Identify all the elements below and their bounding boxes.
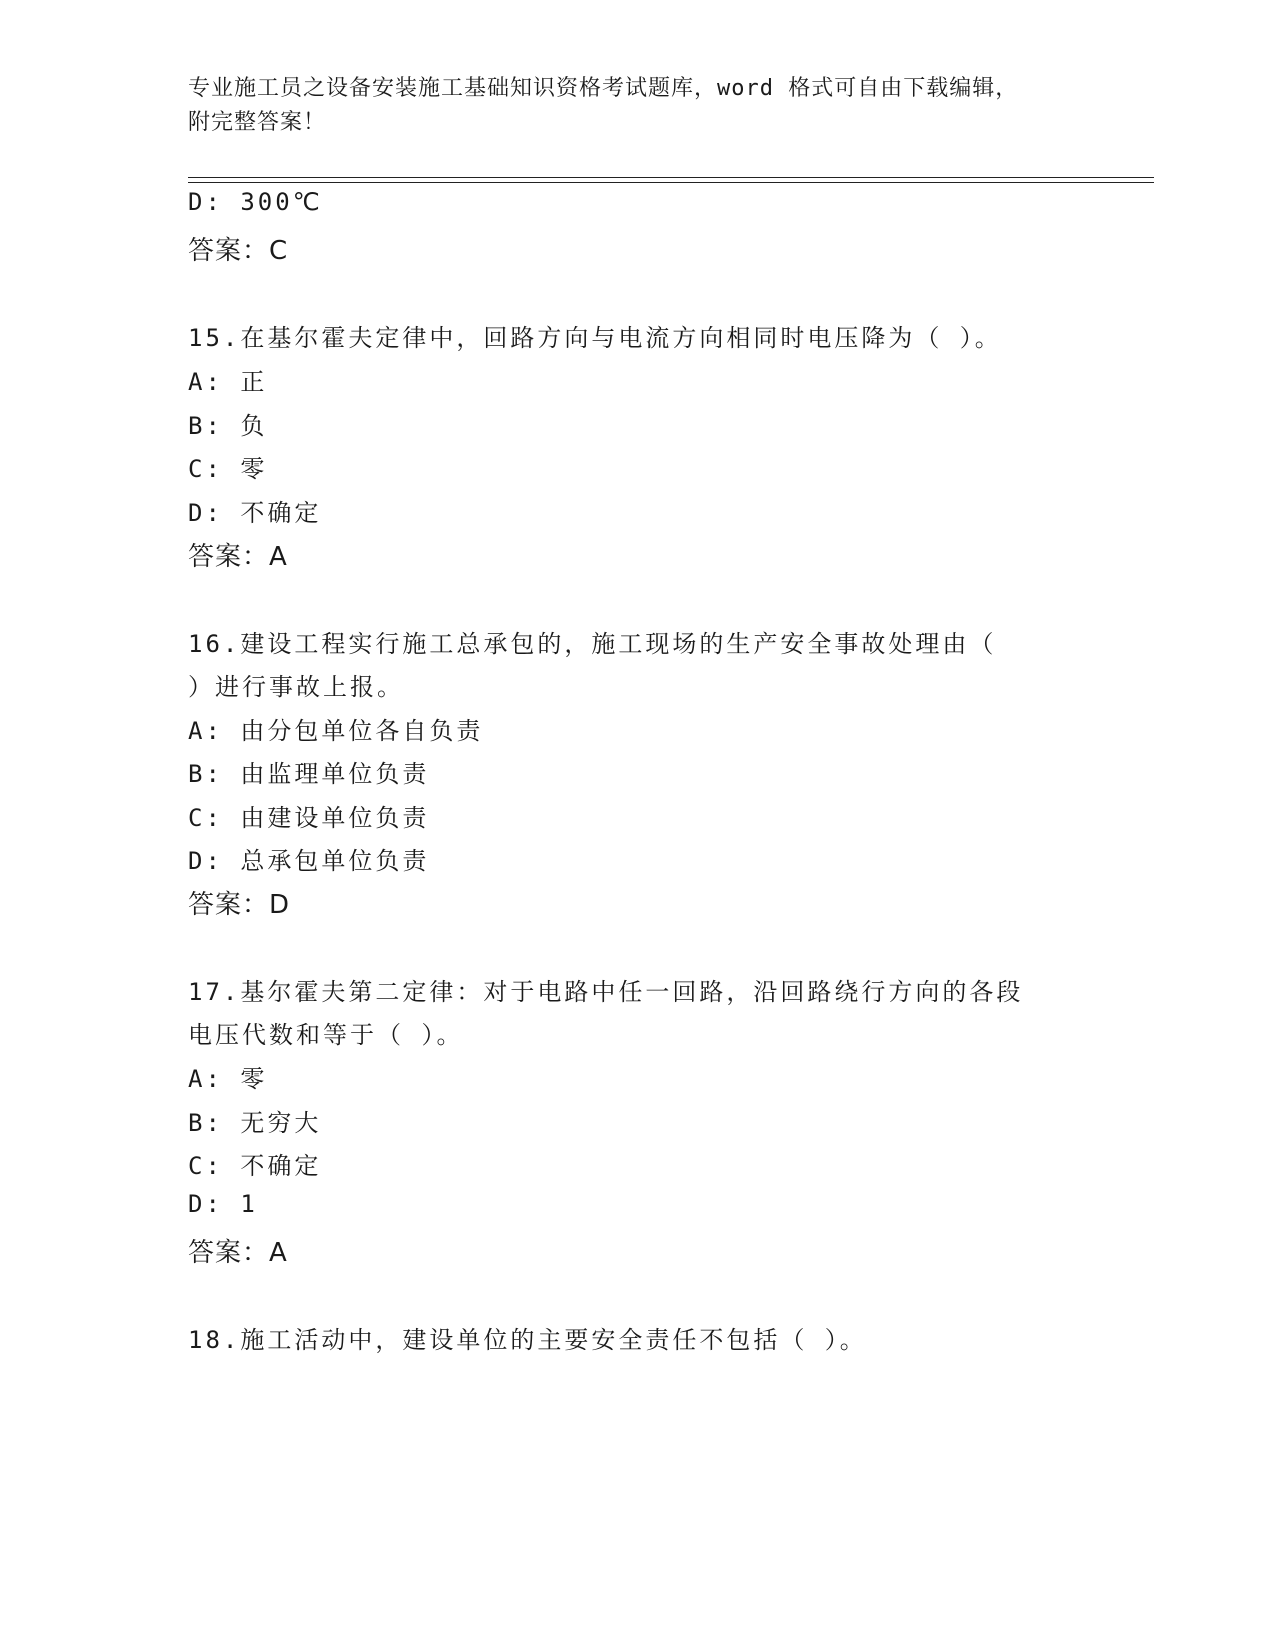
q16-question-line-2: ）进行事故上报。 [188, 673, 404, 701]
q17-option-a: A: 零 [188, 1065, 268, 1093]
q15-option-d: D: 不确定 [188, 499, 322, 527]
q16-question-line-1: 16.建设工程实行施工总承包的，施工现场的生产安全事故处理由（ [188, 630, 997, 658]
header-line-2: 附完整答案！ [188, 110, 327, 135]
header-divider-bottom [188, 182, 1154, 183]
q16-option-c: C: 由建设单位负责 [188, 804, 430, 832]
q16-option-b: B: 由监理单位负责 [188, 760, 430, 788]
q15-answer: 答案：A [188, 542, 288, 572]
q16-answer: 答案：D [188, 890, 291, 920]
header-line-1: 专业施工员之设备安装施工基础知识资格考试题库，word 格式可自由下载编辑， [188, 76, 1019, 101]
q16-option-a: A: 由分包单位各自负责 [188, 717, 484, 745]
q14-answer: 答案：C [188, 236, 289, 266]
header-divider-top [188, 177, 1154, 178]
q17-answer: 答案：A [188, 1238, 288, 1268]
q17-question-line-1: 17.基尔霍夫第二定律：对于电路中任一回路，沿回路绕行方向的各段 [188, 978, 1024, 1006]
q14-option-d: D: 300℃ [188, 188, 323, 216]
q17-option-c: C: 不确定 [188, 1152, 322, 1180]
q17-option-d: D: 1 [188, 1190, 258, 1218]
q17-question-line-2: 电压代数和等于（ ）。 [188, 1021, 464, 1049]
q15-option-b: B: 负 [188, 412, 268, 440]
q16-option-d: D: 总承包单位负责 [188, 847, 430, 875]
q15-question: 15.在基尔霍夫定律中，回路方向与电流方向相同时电压降为（ ）。 [188, 324, 1002, 352]
q17-option-b: B: 无穷大 [188, 1109, 322, 1137]
q15-option-c: C: 零 [188, 455, 268, 483]
q18-question: 18.施工活动中，建设单位的主要安全责任不包括（ ）。 [188, 1326, 867, 1354]
document-header [188, 72, 1088, 140]
q15-option-a: A: 正 [188, 368, 268, 396]
